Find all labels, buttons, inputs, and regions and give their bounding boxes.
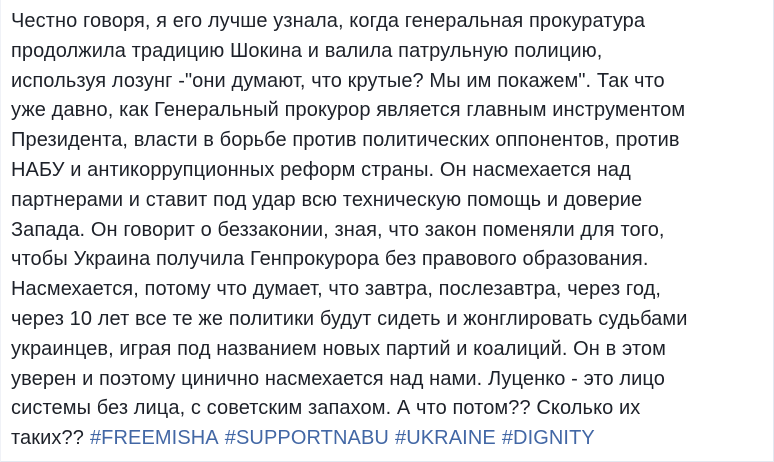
post-text-line: таких?? xyxy=(11,427,84,450)
hashtag-link-freemisha[interactable]: #FREEMISHA xyxy=(89,427,219,450)
post-last-line xyxy=(11,424,765,454)
post-text-line: партнерами и ставит под удар всю техническую помощь и доверие xyxy=(11,188,643,211)
post-text-line: Президента, власти в борьбе против политических оппонентов, против xyxy=(11,129,680,152)
post-text-line: Запада. Он говорит о беззаконии, зная, что закон поменяли для того, xyxy=(11,218,665,241)
post-text-line: украинцев, играя под названием новых партий и коалиций. Он в этом xyxy=(11,337,666,360)
post-text-line: уже давно, как Генеральный прокурор является главным инструментом xyxy=(11,99,686,122)
hashtag-link-ukraine[interactable]: #UKRAINE xyxy=(394,427,496,450)
post-text-line: системы без лица, с советским запахом. А что потом?? Сколько их xyxy=(11,397,641,420)
post-text-line: чтобы Украина получила Генпрокурора без правового образования. xyxy=(11,248,649,271)
hashtag-link-dignity[interactable]: #DIGNITY xyxy=(501,427,595,450)
post-text-body xyxy=(1,0,773,454)
post-text-line: Честно говоря, я его лучше узнала, когда генеральная прокуратура xyxy=(11,10,646,32)
post-text-line: Насмехается, потому что думает, что завтра, послезавтра, через год, xyxy=(11,278,662,301)
post-text-line: через 10 лет все те же политики будут сидеть и жонглировать судьбами xyxy=(11,307,688,330)
post-text-line: уверен и поэтому цинично насмехается над нами. Луценко - это лицо xyxy=(11,367,665,390)
post-text-line: продолжила традицию Шокина и валила патрульную полицию, xyxy=(11,39,603,62)
hashtag-link-supportnabu[interactable]: #SUPPORTNABU xyxy=(224,427,389,450)
post-text-line: НАБУ и антикоррупционных реформ страны. Он насмехается над xyxy=(11,158,631,181)
post-text-line: используя лозунг -"они думают, что крутые? Мы им покажем". Так что xyxy=(11,69,665,92)
